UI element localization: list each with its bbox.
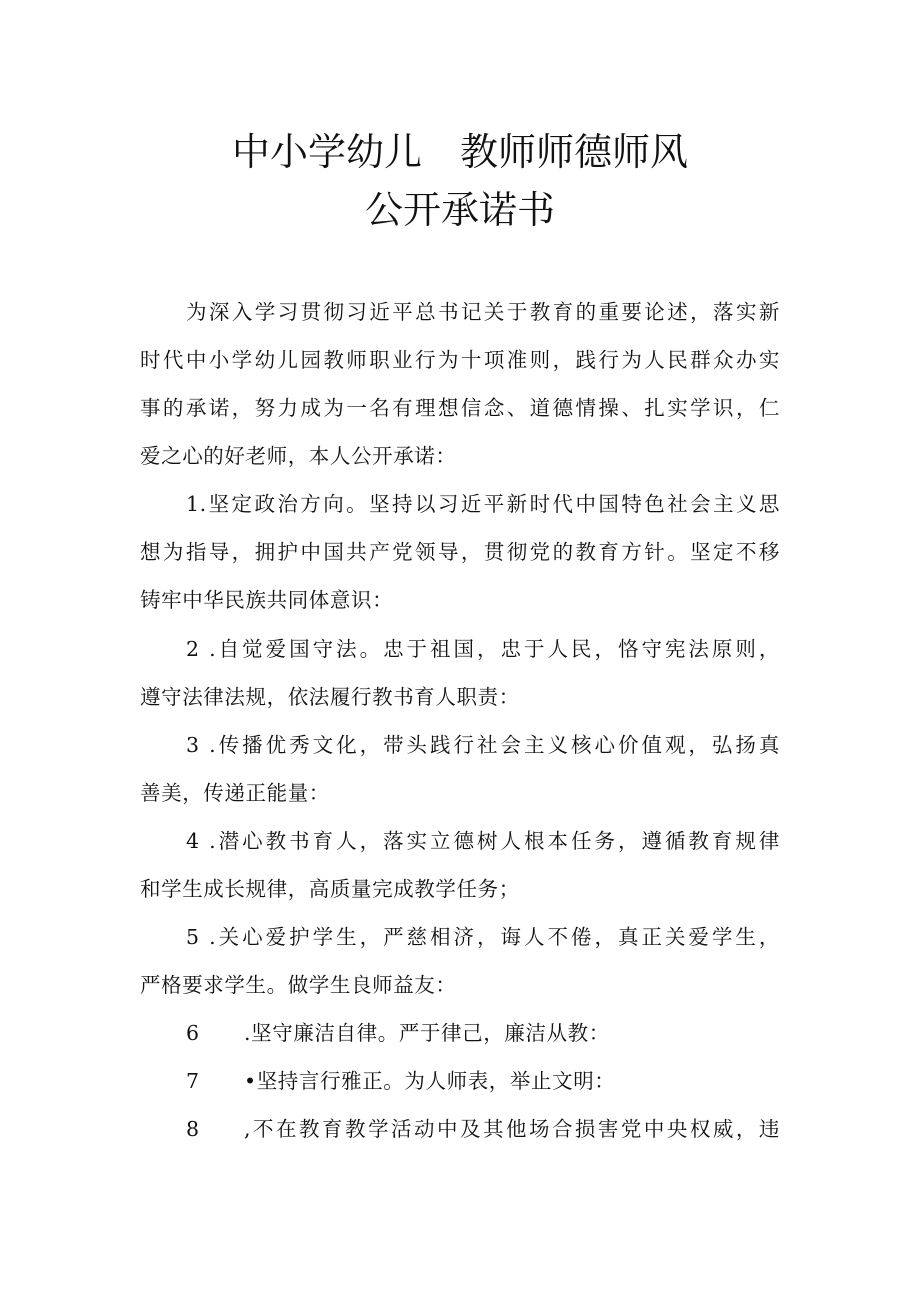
item-1-line-1: 1.坚定政治方向。坚持以习近平新时代中国特色社会主义思: [186, 492, 780, 516]
item-5-line-1: 5 .关心爱护学生，严慈相济，诲人不倦，真正关爱学生，: [186, 925, 780, 949]
item-8-number: 8: [186, 1117, 200, 1141]
item-1-line-2: 想为指导，拥护中国共产党领导，贯彻党的教育方针。坚定不移: [140, 540, 780, 564]
intro-line-1: 为深入学习贯彻习近平总书记关于教育的重要论述，落实新: [186, 300, 780, 324]
item-1-line-3: 铸牢中华民族共同体意识：: [140, 588, 394, 612]
item-3-line-2: 善美，传递正能量：: [140, 781, 330, 805]
document-title-line-1: 中小学幼儿 教师师德师风: [231, 130, 688, 174]
item-3-line-1: 3 .传播优秀文化，带头践行社会主义核心价值观，弘扬真: [186, 733, 780, 757]
item-5-line-2: 严格要求学生。做学生良师益友：: [140, 973, 457, 997]
intro-line-2: 时代中小学幼儿园教师职业行为十项准则，践行为人民群众办实: [140, 348, 780, 372]
item-2-line-1: 2 .自觉爱国守法。忠于祖国，忠于人民，恪守宪法原则，: [186, 637, 780, 661]
document-title-line-2: 公开承诺书: [364, 188, 555, 232]
item-4-line-1: 4 .潜心教书育人，落实立德树人根本任务，遵循教育规律: [186, 829, 780, 853]
item-2-line-2: 遵守法律法规，依法履行教书育人职责：: [140, 685, 520, 709]
item-6-number: 6: [186, 1021, 200, 1045]
intro-line-4: 爱之心的好老师，本人公开承诺：: [140, 444, 457, 468]
item-8-text: ,不在教育教学活动中及其他场合损害党中央权威，违: [244, 1117, 780, 1141]
item-4-line-2: 和学生成长规律，高质量完成教学任务；: [140, 877, 520, 901]
item-7-number: 7: [186, 1069, 200, 1093]
intro-line-3: 事的承诺，努力成为一名有理想信念、道德情操、扎实学识，仁: [140, 396, 780, 420]
item-6-text: .坚守廉洁自律。严于律己，廉洁从教：: [244, 1021, 610, 1045]
item-7-text: •坚持言行雅正。为人师表，举止文明：: [244, 1069, 616, 1093]
